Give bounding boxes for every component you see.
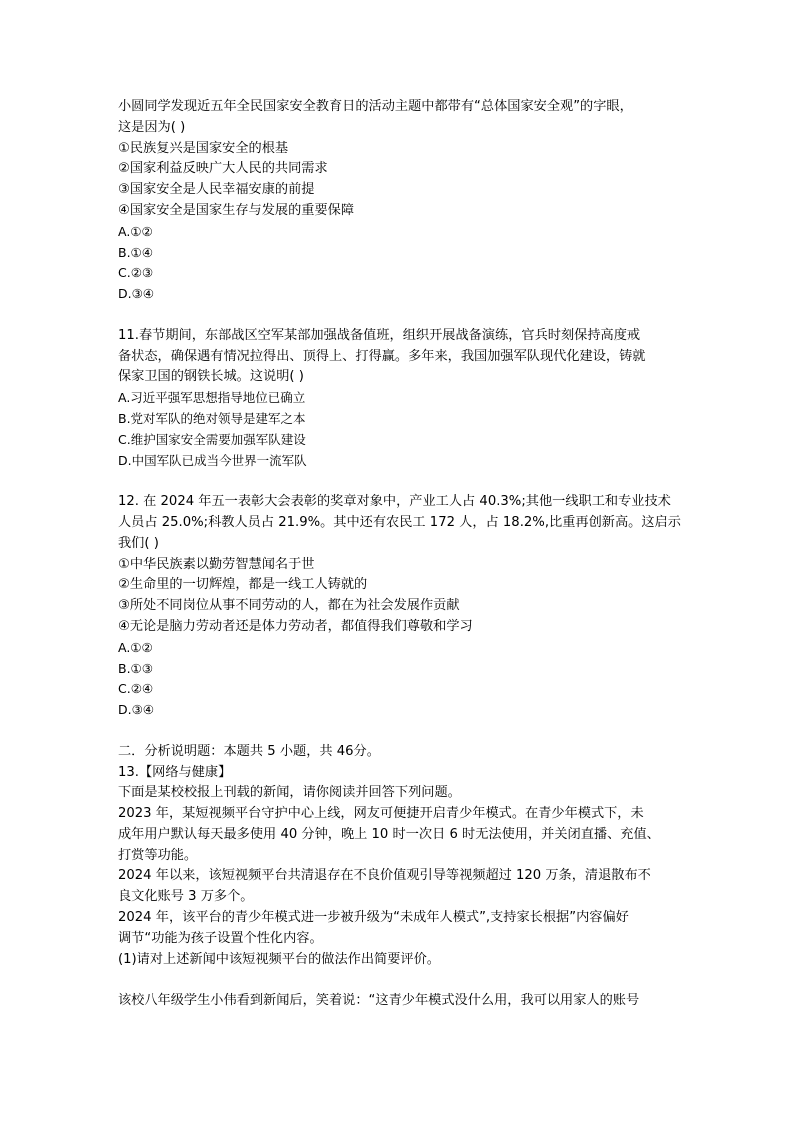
answer-option: A.①② — [118, 639, 153, 655]
statement: ②生命里的一切辉煌，都是一线工人铸就的 — [118, 577, 368, 593]
question-13-title: 13.【网络与健康】 — [118, 764, 232, 780]
answer-option: C.维护国家安全需要加强军队建设 — [118, 431, 306, 447]
statement: ④无论是脑力劳动者还是体力劳动者，都值得我们尊敬和学习 — [118, 618, 473, 634]
question-stem-line: 11.春节期间，东部战区空军某部加强战备值班，组织开展战备演练，官兵时刻保持高度戒 — [118, 327, 641, 343]
answer-option: B.①④ — [118, 244, 153, 260]
question-stem-line: 保家卫国的钢铁长城。这说明( ) — [118, 369, 304, 385]
paragraph-line: 下面是某校校报上刊载的新闻，请你阅读并回答下列问题。 — [118, 785, 461, 801]
answer-option: D.中国军队已成当今世界一流军队 — [118, 452, 307, 468]
answer-option: A.①② — [118, 223, 153, 239]
question-stem-line: 我们( ) — [118, 535, 159, 551]
statement: ①民族复兴是国家安全的根基 — [118, 140, 289, 156]
answer-option: C.②③ — [118, 265, 154, 281]
answer-option: A.习近平强军思想指导地位已确立 — [118, 390, 306, 406]
paragraph-line: 2023 年，某短视频平台守护中心上线，网友可便捷开启青少年模式。在青少年模式下，未 — [118, 806, 644, 822]
question-stem-line: 12. 在 2024 年五一表彰大会表彰的奖章对象中，产业工人占 40.3%;其他一线职工和专业技术 — [118, 494, 671, 510]
paragraph-line: 2024 年以来，该短视频平台共清退存在不良价值观引导等视频超过 120 万条，清退散布不 — [118, 868, 651, 884]
paragraph-line: 调节“功能为孩子设置个性化内容。 — [118, 930, 323, 946]
question-11 — [118, 326, 688, 472]
question-10 — [118, 97, 688, 305]
section-heading: 二．分析说明题：本题共 5 小题，共 46分。 — [118, 743, 380, 759]
paragraph-line: 打赏等功能。 — [118, 847, 198, 863]
statement: ④国家安全是国家生存与发展的重要保障 — [118, 202, 355, 218]
question-stem-line: 这是因为( ) — [118, 119, 186, 135]
question-stem-line: 小圆同学发现近五年全民国家安全教育日的活动主题中都带有“总体国家安全观”的字眼， — [118, 99, 633, 114]
question-12 — [118, 492, 688, 721]
paragraph-line: 成年用户默认每天最多使用 40 分钟，晚上 10 时一次日 6 时无法使用，并关闭直播、充值、 — [118, 826, 660, 842]
answer-option: D.③④ — [118, 286, 155, 302]
question-stem-line: 人员占 25.0%;科教人员占 21.9%。其中还有农民工 172 人，占 18.2%,比重再创新高。这启示 — [118, 514, 681, 530]
section-2 — [118, 742, 688, 1012]
paragraph-line: 2024 年，该平台的青少年模式进一步被升级为“未成年人模式”,支持家长根据”内容偏好 — [118, 910, 629, 926]
page-content — [118, 97, 688, 1012]
answer-option: B.①③ — [118, 660, 153, 676]
answer-option: C.②④ — [118, 681, 154, 697]
statement: ①中华民族素以勤劳智慧闻名于世 — [118, 556, 315, 572]
paragraph-line: 良文化账号 3 万多个。 — [118, 889, 254, 905]
sub-question: (1)请对上述新闻中该短视频平台的做法作出简要评价。 — [118, 951, 440, 967]
statement: ③国家安全是人民幸福安康的前提 — [118, 182, 315, 198]
statement: ③所处不同岗位从事不同劳动的人，都在为社会发展作贡献 — [118, 598, 460, 614]
answer-option: B.党对军队的绝对领导是建军之本 — [118, 410, 306, 426]
answer-option: D.③④ — [118, 702, 155, 718]
question-stem-line: 备状态，确保遇有情况拉得出、顶得上、打得赢。多年来，我国加强军队现代化建设，铸就 — [118, 348, 646, 364]
paragraph-line: 该校八年级学生小伟看到新闻后，笑着说：“这青少年模式没什么用，我可以用家人的账号 — [118, 993, 640, 1009]
statement: ②国家利益反映广大人民的共同需求 — [118, 161, 328, 177]
